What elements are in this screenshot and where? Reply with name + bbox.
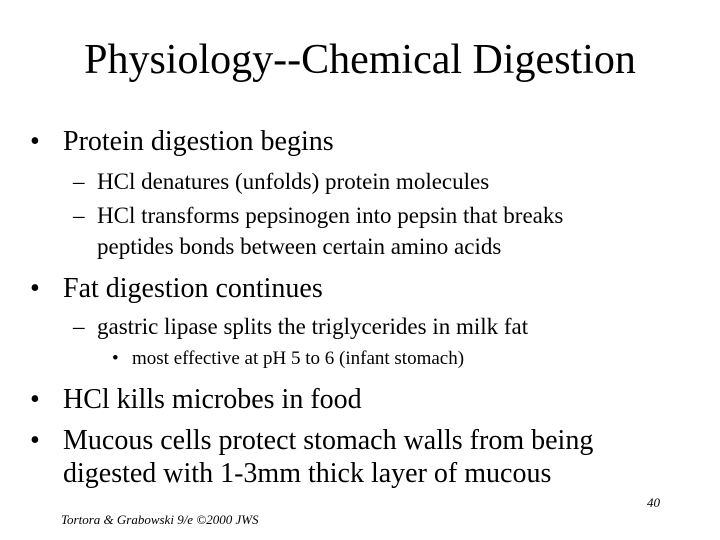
bullet-marker: • <box>30 384 40 415</box>
bullet-hcl-kills: HCl kills microbes in food <box>63 384 362 415</box>
sub-bullet-hcl-denatures: HCl denatures (unfolds) protein molecules <box>97 169 490 194</box>
sub-sub-bullet-marker: • <box>112 348 119 369</box>
sub-bullet-hcl-transforms-cont: peptides bonds between certain amino acids <box>97 234 502 259</box>
bullet-protein-digestion: Protein digestion begins <box>63 126 334 157</box>
bullet-mucous-cells-cont: digested with 1-3mm thick layer of mucous <box>63 458 552 489</box>
sub-bullet-hcl-transforms: HCl transforms pepsinogen into pepsin that breaks <box>97 203 564 228</box>
bullet-mucous-cells: Mucous cells protect stomach walls from being <box>63 425 594 456</box>
page-number: 40 <box>647 495 660 510</box>
sub-bullet-gastric-lipase: gastric lipase splits the triglycerides in milk fat <box>97 314 529 339</box>
bullet-marker: • <box>30 425 40 456</box>
footer-citation: Tortora & Grabowski 9/e ©2000 JWS <box>61 512 259 527</box>
slide-title: Physiology--Chemical Digestion <box>84 37 636 83</box>
sub-bullet-marker: – <box>73 314 85 339</box>
bullet-fat-digestion: Fat digestion continues <box>63 273 323 304</box>
sub-sub-bullet-ph: most effective at pH 5 to 6 (infant stomach) <box>132 348 465 369</box>
bullet-marker: • <box>30 273 40 304</box>
sub-bullet-marker: – <box>73 203 85 228</box>
bullet-marker: • <box>30 126 40 157</box>
sub-bullet-marker: – <box>73 169 85 194</box>
